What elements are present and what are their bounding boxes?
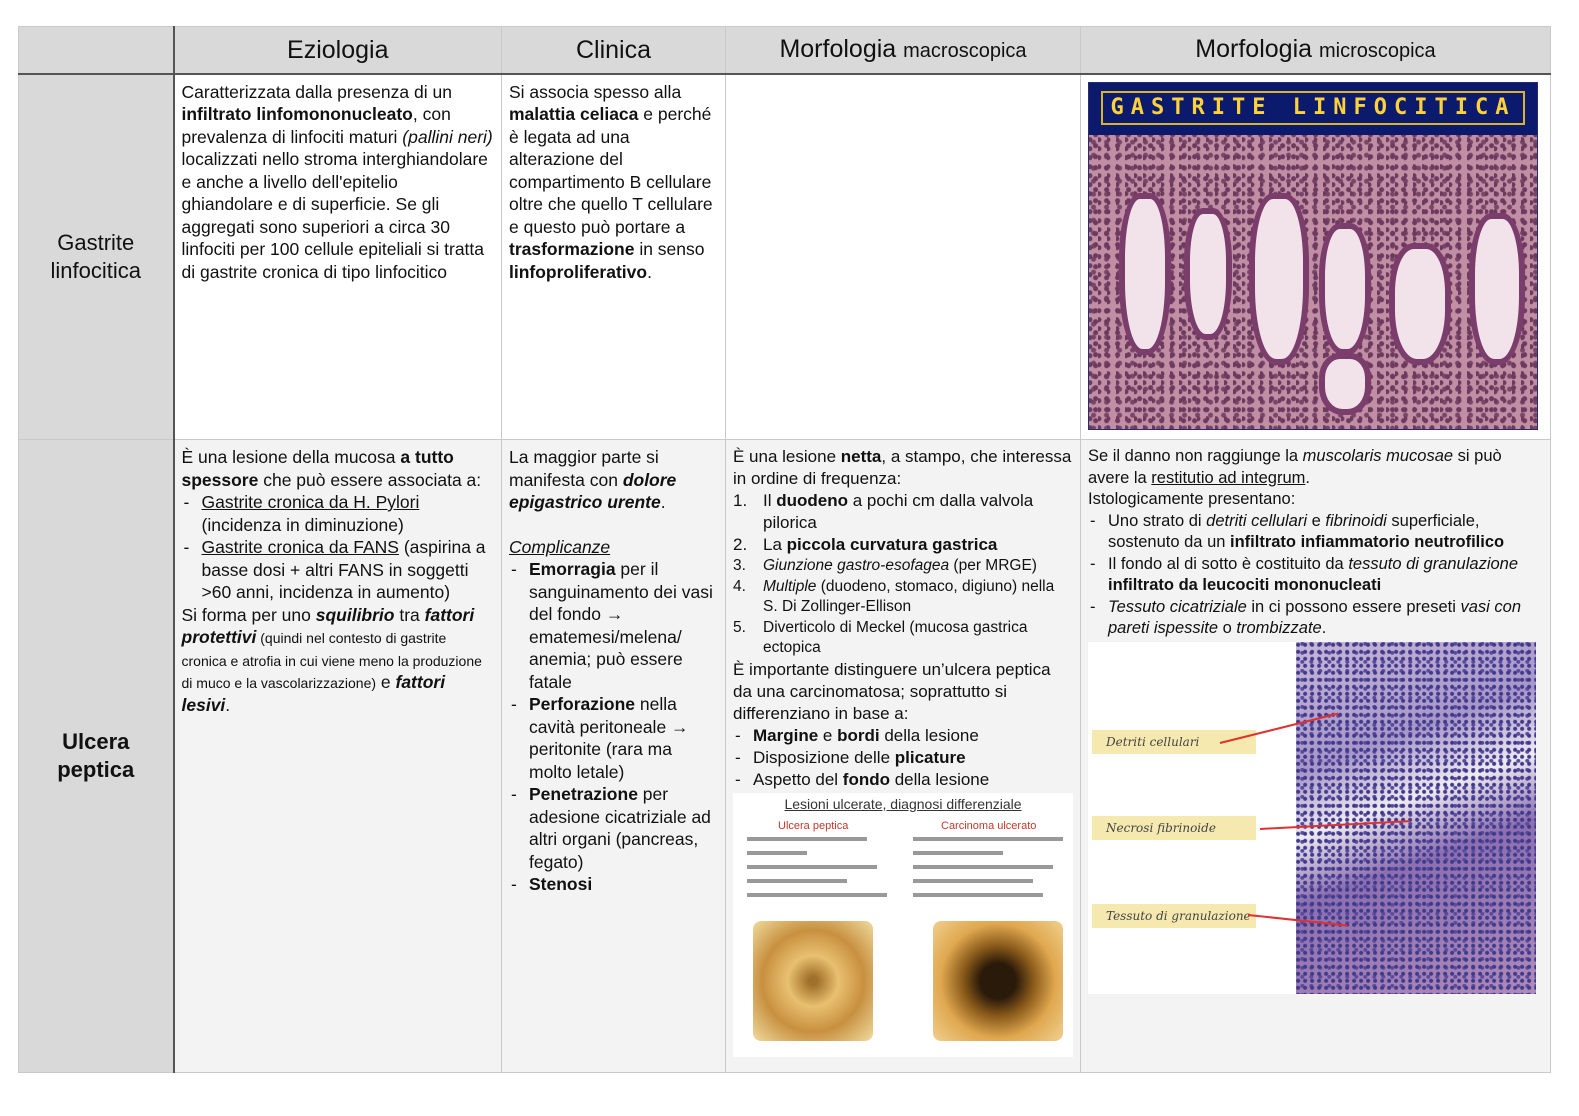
list-item: - Penetrazione per adesione cicatriziale ad altri organi (pancreas, fegato) xyxy=(509,783,718,873)
header-eziologia: Eziologia xyxy=(174,27,502,74)
gastrite-eziologia: Caratterizzata dalla presenza di un infiltrato linfomononucleato, con prevalenza di linfociti maturi (pallini neri) localizzati nello stroma interghiandolare e anche a livello dell'epitelio ghiandolare e di superficie. Se gli aggregati sono superiori a circa 30 linfociti per 100 cellule epiteliali si tratta di gastrite cronica di tipo linfocitico xyxy=(174,74,502,440)
comparison-table xyxy=(18,26,1551,1073)
list-item: - Emorragia per il sanguinamento dei vasi del fondo → ematemesi/melena/ anemia; può essere fatale xyxy=(509,558,718,693)
label-granulazione: Tessuto di granulazione xyxy=(1092,904,1256,928)
ulcera-clinica: La maggior parte si manifesta con dolore epigastrico urente. Complicanze - Emorragia per il sanguinamento dei vasi del fondo → ematemesi/melena/ anemia; può essere fatale - Perforazione nella cavità peritoneale → peritonite (rara ma molto letale) - Penetrazione per adesione cicatriziale ad altri organi (pancreas, fegato) - Stenosi xyxy=(502,440,726,1073)
gastrite-clinica: Si associa spesso alla malattia celiaca e perché è legata ad una alterazione del compartimento B cellulare oltre che quello T cellulare e questo può portare a trasformazione in senso linfoproliferativo. xyxy=(502,74,726,440)
list-item: - Margine e bordi della lesione xyxy=(733,725,1073,747)
list-item: - Disposizione delle plicature xyxy=(733,747,1073,769)
list-item: - Gastrite cronica da H. Pylori (incidenza in diminuzione) xyxy=(182,491,495,536)
list-item: 3. Giunzione gastro-esofagea (per MRGE) xyxy=(733,557,1037,574)
list-item: - Stenosi xyxy=(509,873,718,896)
header-row xyxy=(19,27,1551,74)
ulcer-histology-figure xyxy=(1088,642,1536,994)
ulcera-micro: Se il danno non raggiunge la muscolaris mucosae si può avere la restitutio ad integrum. Istologicamente presentano: - Uno strato di detriti cellulari e fibrinoidi superficiale, sostenuto da un infiltrato infiammatorio neutrofilico - Il fondo al di sotto è costituito da tessuto di granulazione infiltrato da leucociti mononucleati - Tessuto cicatriziale in ci possono essere preseti vasi con pareti ispessite o trombizzate. Detriti cellulari Necrosi fibrinoide Tessuto di granulazione xyxy=(1081,440,1551,1073)
list-item: - Aspetto del fondo della lesione xyxy=(733,769,1073,791)
ulcera-eziologia: È una lesione della mucosa a tutto spessore che può essere associata a: - Gastrite cronica da H. Pylori (incidenza in diminuzione) - Gastrite cronica da FANS (aspirina a basse dosi + altri FANS in soggetti >60 anni, incidenza in aumento) Si forma per uno squilibrio tra fattori protettivi (quindi nel contesto di gastrite cronica e atrofia in cui viene meno la produzione di muco e la vascolarizzazione) e fattori lesivi. xyxy=(174,440,502,1073)
list-item: 1. Il duodeno a pochi cm dalla valvola pilorica xyxy=(733,491,1034,532)
row-gastrite-linfocitica xyxy=(19,74,1551,440)
gastrite-micro xyxy=(1081,74,1551,440)
carcinoma-photo xyxy=(933,921,1063,1041)
label-necrosi: Necrosi fibrinoide xyxy=(1092,816,1256,840)
differential-diagnosis-figure: Lesioni ulcerate, diagnosi differenziale Ulcera peptica Carcinoma ulcerato xyxy=(733,793,1073,1057)
list-item: - Gastrite cronica da FANS (aspirina a basse dosi + altri FANS in soggetti >60 anni, incidenza in aumento) xyxy=(182,536,495,604)
list-item: 4. Multiple (duodeno, stomaco, digiuno) nella S. Di Zollinger-Ellison xyxy=(733,577,1055,615)
row-ulcera-peptica xyxy=(19,440,1551,1073)
list-item: - Uno strato di detriti cellulari e fibrinoidi superficiale, sostenuto da un infiltrato infiammatorio neutrofilico xyxy=(1088,511,1543,554)
row-label-ulcera: Ulcera peptica xyxy=(19,440,174,1073)
histology-banner: GASTRITE LINFOCITICA xyxy=(1089,83,1537,135)
ulcera-macro: È una lesione netta, a stampo, che interessa in ordine di frequenza: 1. Il duodeno a pochi cm dalla valvola pilorica 2. La piccola curvatura gastrica 3. Giunzione gastro-esofagea (per MRGE) 4. Multiple (duodeno, stomaco, digiuno) nella S. Di Zollinger-Ellison 5. Diverticolo di Meckel (mucosa gastrica ectopica È importante distinguere un’ulcera peptica da una carcinomatosa; soprattutto si differenziano in base a: - Margine e bordi della lesione - Disposizione delle plicature - Aspetto del fondo della lesione Lesioni ulcerate, diagnosi differenziale Ulcera peptica Carcinoma ulcerato xyxy=(726,440,1081,1073)
list-item: - Il fondo al di sotto è costituito da tessuto di granulazione infiltrato da leucociti mononucleati xyxy=(1088,554,1543,597)
ulcer-photo xyxy=(753,921,873,1041)
histology-image xyxy=(1296,642,1536,994)
list-item: 2. La piccola curvatura gastrica xyxy=(733,535,998,554)
corner-cell xyxy=(19,27,174,74)
row-label-gastrite: Gastrite linfocitica xyxy=(19,74,174,440)
header-morfologia-micro: Morfologia microscopica xyxy=(1081,27,1551,74)
gastrite-macro-empty xyxy=(726,74,1081,440)
header-morfologia-macro: Morfologia macroscopica xyxy=(726,27,1081,74)
list-item: - Perforazione nella cavità peritoneale → peritonite (rara ma molto letale) xyxy=(509,693,718,783)
gastrite-histology-image xyxy=(1088,82,1538,430)
header-clinica: Clinica xyxy=(502,27,726,74)
list-item: - Tessuto cicatriziale in ci possono essere preseti vasi con pareti ispessite o trombizzate. xyxy=(1088,597,1543,640)
list-item: 5. Diverticolo di Meckel (mucosa gastrica ectopica xyxy=(733,618,1028,656)
label-detriti: Detriti cellulari xyxy=(1092,730,1256,754)
